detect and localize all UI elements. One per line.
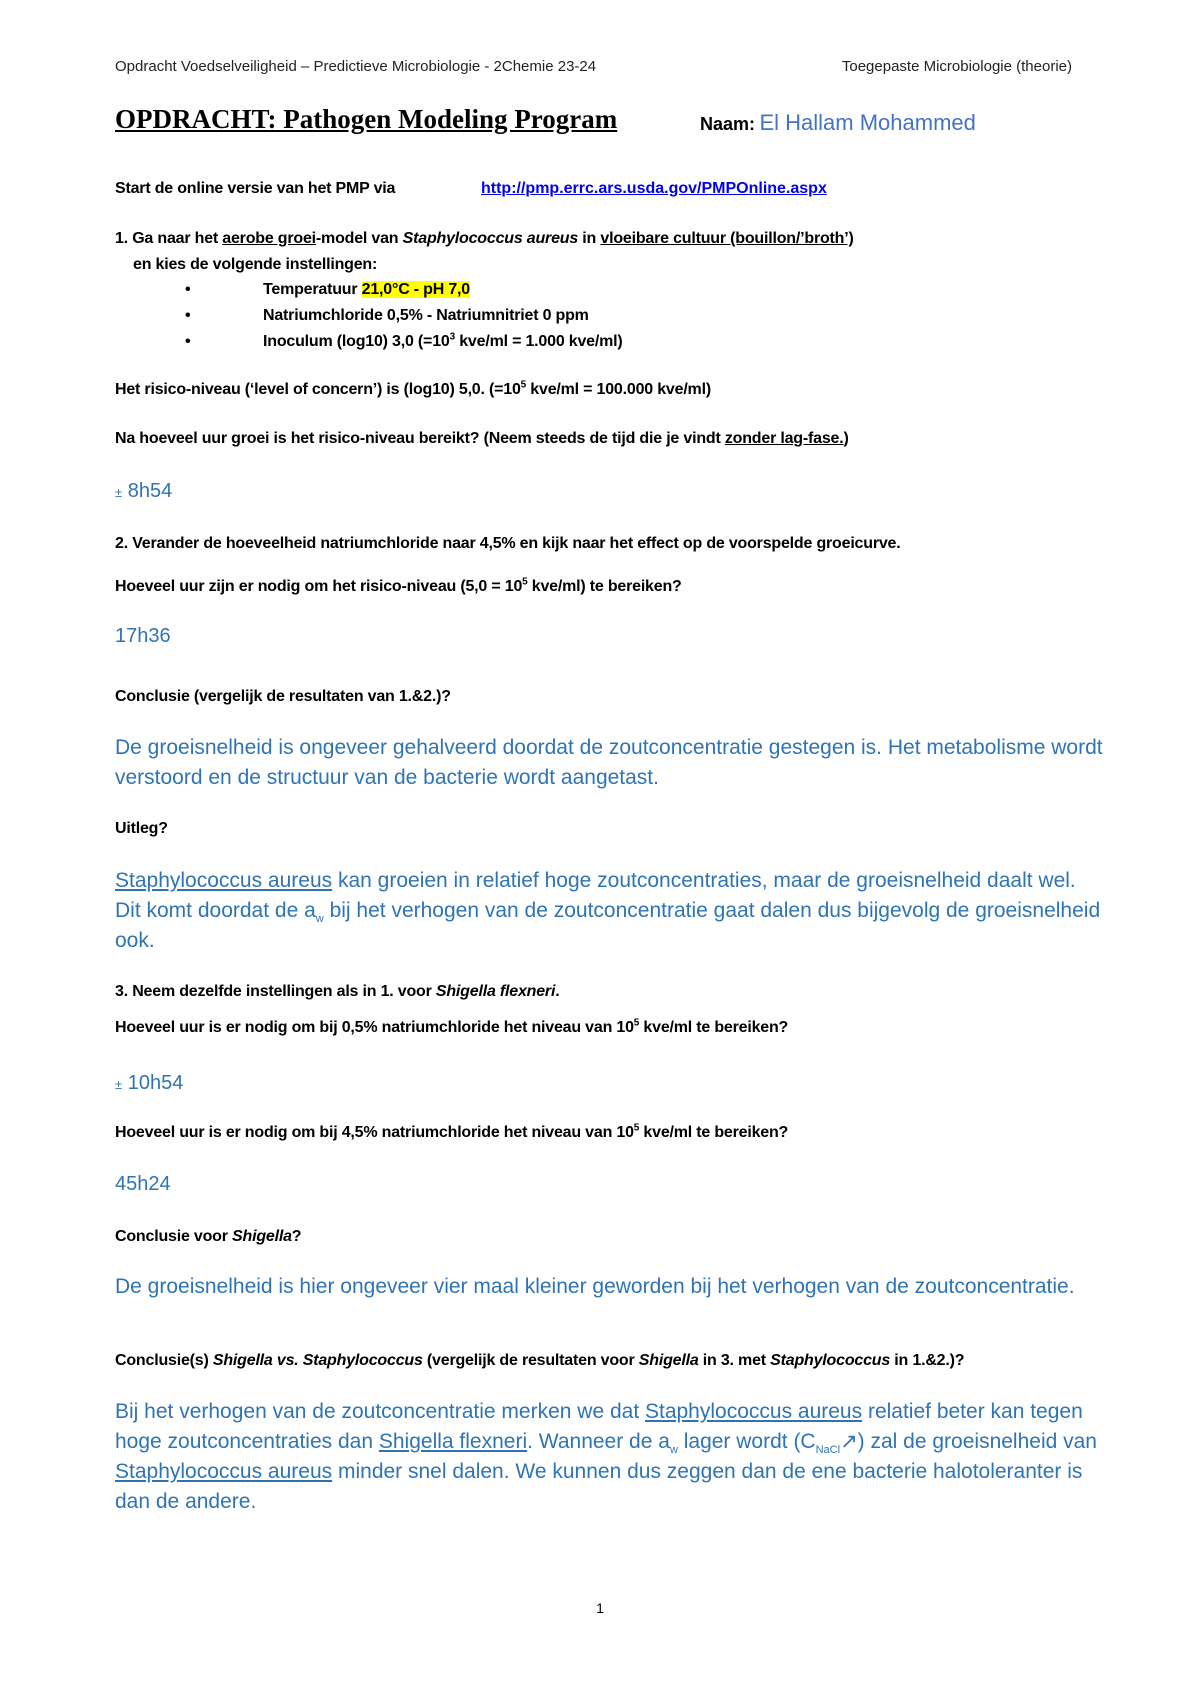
naam-value: El Hallam Mohammed [759, 110, 976, 135]
header-left: Opdracht Voedselveiligheid – Predictieve Microbiologie - 2Chemie 23-24 [115, 58, 597, 75]
title-row [115, 104, 617, 135]
staph-name: Staphylococcus aureus [402, 230, 579, 247]
q3-text: 3. Neem dezelfde instellingen als in 1. voor Shigella flexneri. [115, 983, 560, 1000]
final-conclusie-answer: Bij het verhogen van de zoutconcentratie merken we dat Staphylococcus aureus relatief beter kan tegen hoge zoutconcentraties dan Shigella flexneri. Wanneer de $a_w$ lager wordt $(C_{NaCl}↗)$ zal de groeisnelheid van Staphylococcus aureus minder snel dalen. We kunnen dus zeggen dan de ene bacterie halotoleranter is dan de andere. [115, 1400, 1097, 1513]
pmp-link[interactable]: http://pmp.errc.ars.usda.gov/PMPOnline.aspx [481, 180, 827, 197]
q1-line2: en kies de volgende instellingen: [133, 256, 378, 273]
q1-answer: ± 8h54 [115, 480, 173, 502]
q1-question: Na hoeveel uur groei is het risico-niveau bereikt? (Neem steeds de tijd die je vindt zonder lag-fase.) [115, 430, 849, 447]
aerobe-groei: aerobe groei [222, 230, 316, 247]
shigella-conclusie-label: Conclusie voor Shigella? [115, 1228, 302, 1245]
arrow-up-right-icon: ↗ [840, 1430, 858, 1453]
bullet-dot: • [185, 333, 191, 350]
q3-question-a: Hoeveel uur is er nodig om bij 0,5% natriumchloride het niveau van $10^5$ kve/ml te bereiken? [115, 1017, 789, 1036]
bullet-dot: • [185, 307, 191, 324]
naam-label: Naam: [700, 114, 756, 134]
q3-answer-a: ± 10h54 [115, 1072, 184, 1094]
conclusie-answer: De groeisnelheid is ongeveer gehalveerd doordat de zoutconcentratie gestegen is. Het metabolisme wordt verstoord en de structuur van de bacterie wordt aangetast. [115, 736, 1103, 789]
temperature-highlight: 21,0°C - pH 7,0 [361, 281, 470, 298]
page-title: OPDRACHT: Pathogen Modeling Program [115, 104, 618, 134]
conclusie-label: Conclusie (vergelijk de resultaten van 1.&2.)? [115, 688, 451, 705]
bullet-dot: • [185, 281, 191, 298]
shigella-conclusie-answer: De groeisnelheid is hier ongeveer vier maal kleiner geworden bij het verhogen van de zoutconcentratie. [115, 1275, 1075, 1298]
q3-question-b: Hoeveel uur is er nodig om bij 4,5% natriumchloride het niveau van $10^5$ kve/ml te bereiken? [115, 1122, 789, 1141]
q3-answer-b: 45h24 [115, 1173, 171, 1195]
risk-level: Het risico-niveau (‘level of concern’) is (log10) 5,0. ($=10^5$ kve/ml = 100.000 kve/ml) [115, 379, 711, 398]
vs-conclusie-label: Conclusie(s) Shigella vs. Staphylococcus (vergelijk de resultaten voor Shigella in 3. met Staphylococcus in 1.&2.)? [115, 1352, 965, 1369]
uitleg-label: Uitleg? [115, 820, 168, 837]
page-number: 1 [596, 1600, 604, 1616]
q1-line: 1. Ga naar het aerobe groei-model van Staphylococcus aureus in vloeibare cultuur (bouillon/’broth’) [115, 230, 854, 247]
naam-row [700, 110, 976, 136]
header-right: Toegepaste Microbiologie (theorie) [841, 58, 1072, 75]
q2-answer: 17h36 [115, 625, 171, 647]
pmp-link-row [481, 180, 827, 198]
q2-question: Hoeveel uur zijn er nodig om het risico-niveau ($5,0 = 10^5$ kve/ml) te bereiken? [115, 576, 682, 595]
start-text: Start de online versie van het PMP via [115, 180, 396, 197]
uitleg-answer: Staphylococcus aureus kan groeien in relatief hoge zoutconcentraties, maar de groeisnelheid daalt wel. Dit komt doordat de $a_w$ bij het verhogen van de zoutconcentratie gaat dalen dus bijgevolg de groeisnelheid ook. [115, 869, 1101, 952]
culture-type: vloeibare cultuur (bouillon/’broth’) [600, 230, 854, 247]
q2-text: 2. Verander de hoeveelheid natriumchloride naar 4,5% en kijk naar het effect op de voorspelde groeicurve. [115, 535, 901, 552]
